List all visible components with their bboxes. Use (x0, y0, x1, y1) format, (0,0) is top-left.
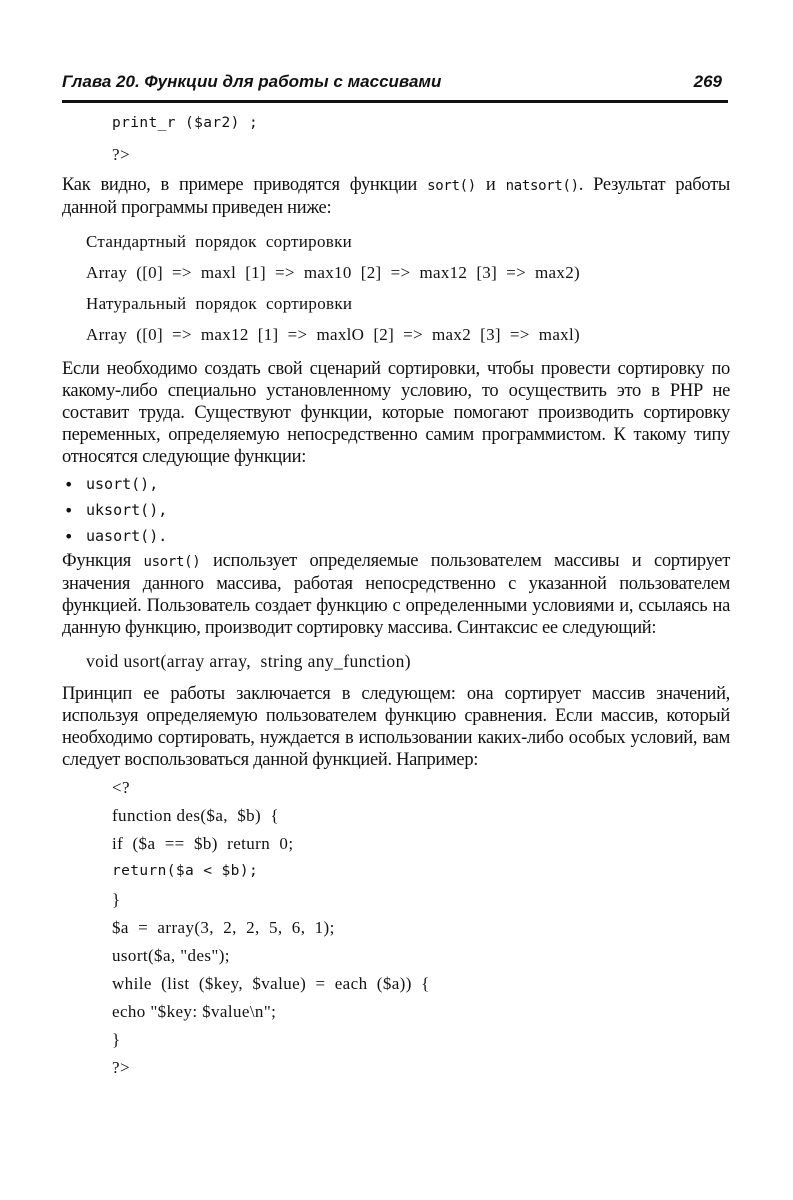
text: Как видно, в примере приводятся функции (62, 175, 428, 195)
output-line: Натуральный порядок сортировки (86, 294, 353, 313)
text: . Результат работы данной программы приведен ниже: (62, 175, 730, 218)
bullet-icon: • (64, 527, 74, 546)
text: и (475, 175, 506, 195)
page-header (62, 66, 728, 103)
text: использует определяемые пользователем массивы и сортирует значения данного массива, работая непосредственно с указанной пользователем функцией. Пользователь создает функцию с определенными условиями и, ссылаясь на данную функцию, производит сортировку массива. Синтаксис ее следующий: (62, 551, 731, 638)
code-line: while (list ($key, $value) = each ($a)) { (112, 974, 430, 993)
text: Функция (62, 551, 144, 571)
page-number: 269 (693, 72, 722, 91)
output-line: Array ([0] => max12 [1] => maxlO [2] => max2 [3] => maxl) (86, 325, 580, 344)
text: Если необходимо создать свой сценарий сортировки, чтобы провести сортировку по какому-либо специально установленному условию, то осуществить это в PHP не составит труда. Существуют функции, которые помогают производить сортировку переменных, определяемую непосредственно самим программистом. К такому типу относятся следующие функции: (62, 359, 730, 467)
code-line: print_r ($ar2) ; (112, 115, 259, 131)
output-line: Стандартный порядок сортировки (86, 232, 353, 251)
bullet-icon: • (64, 475, 74, 494)
output-line: Array ([0] => maxl [1] => max10 [2] => max12 [3] => max2) (86, 263, 580, 282)
code-line: if ($a == $b) return 0; (112, 834, 294, 853)
text: Принцип ее работы заключается в следующем: она сортирует массив значений, используя определяемую пользователем функцию сравнения. Если массив, который необходимо сортировать, нуждается в использовании каких-либо особых условий, вам следует воспользоваться данной функцией. Например: (62, 684, 730, 770)
code-line: <? (112, 778, 130, 797)
code-line: function des($a, $b) { (112, 806, 279, 825)
code-line: return($a < $b); (112, 863, 259, 879)
list-item-text: uasort(). (86, 527, 168, 545)
paragraph-1 (62, 174, 730, 219)
paragraph-3 (62, 550, 730, 639)
code-line: echo "$key: $value\n"; (112, 1002, 277, 1021)
list-item-text: uksort(), (86, 501, 168, 519)
inline-code: sort() (427, 178, 476, 194)
code-line: ?> (112, 1058, 130, 1077)
bullet-icon: • (64, 501, 74, 520)
list-item-text: usort(), (86, 475, 159, 493)
code-line: } (112, 1030, 121, 1049)
syntax-line: void usort(array array, string any_function) (86, 651, 411, 671)
code-line: } (112, 890, 121, 909)
code-line: usort($a, "des"); (112, 946, 230, 965)
paragraph-2 (62, 358, 730, 468)
code-line: ?> (112, 145, 130, 164)
inline-code: usort() (143, 554, 201, 570)
paragraph-4 (62, 683, 730, 771)
inline-code: natsort() (505, 178, 579, 194)
chapter-title: Глава 20. Функции для работы с массивами (62, 72, 442, 91)
code-line: $a = array(3, 2, 2, 5, 6, 1); (112, 918, 335, 937)
